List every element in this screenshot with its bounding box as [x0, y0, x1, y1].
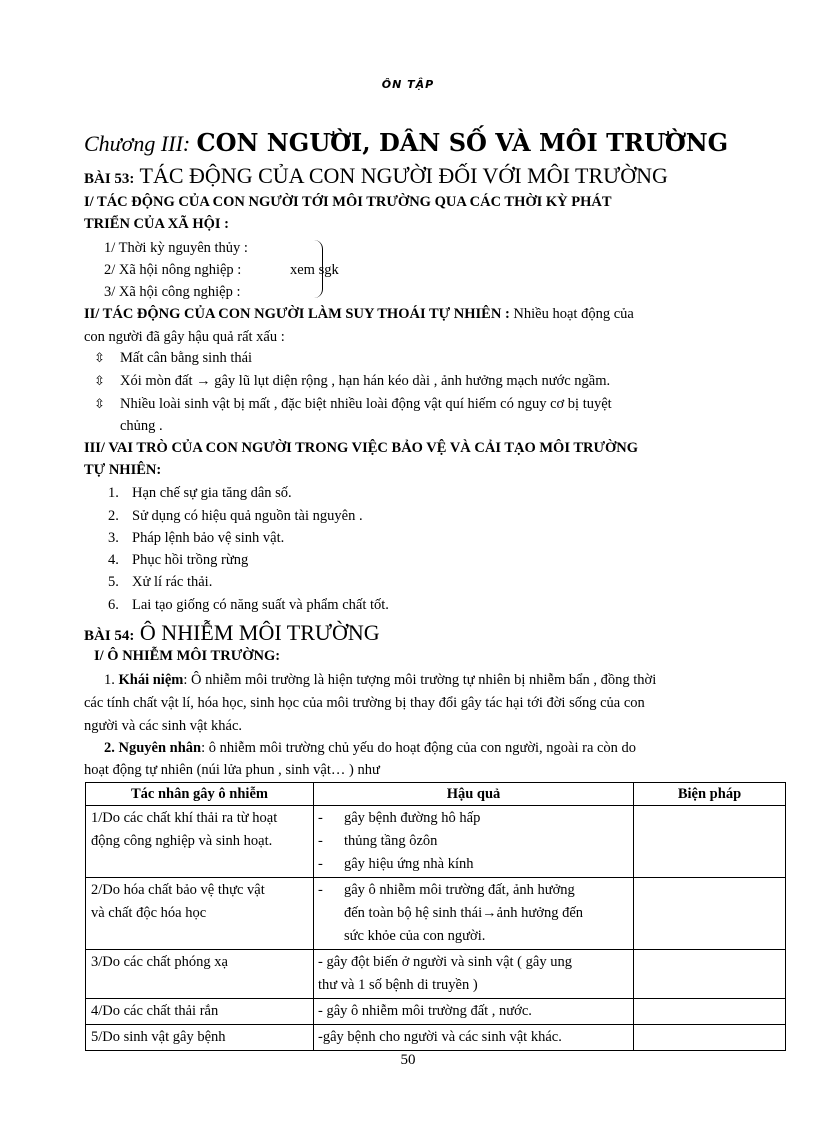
role-item: 2. Sử dụng có hiệu quả nguồn tài nguyên .: [108, 508, 363, 524]
lesson53-section1-line1: I/ TÁC ĐỘNG CỦA CON NGƯỜI TỚI MÔI TRƯỜNG QUA CÁC THỜI KỲ PHÁT: [84, 194, 612, 210]
measure-cell: [634, 999, 786, 1025]
effect-item: ⇳ Mất cân bằng sinh thái: [94, 350, 253, 366]
review-title: ÔN TẬP: [381, 78, 435, 91]
lesson53-heading: [84, 163, 668, 189]
definition-label: Khái niệm: [118, 672, 184, 688]
measure-cell: [634, 1025, 786, 1051]
column-header: Tác nhân gây ô nhiễm: [86, 783, 314, 806]
definition-line1: 1. Khái niệm: Ô nhiễm môi trường là hiện tượng môi trường tự nhiên bị nhiễm bẩn , đồng thời: [104, 672, 657, 688]
see-sgk-note: xem sgk: [290, 262, 339, 278]
chapter-label: Chương III:: [84, 131, 191, 156]
table-row: [86, 1025, 786, 1051]
lesson54-section1: I/ Ô NHIỄM MÔI TRƯỜNG:: [94, 648, 281, 664]
pollution-table: [85, 782, 786, 1051]
effect-item: ⇳ Nhiều loài sinh vật bị mất , đặc biệt nhiều loài động vật quí hiếm có nguy cơ bị tuyệt: [94, 396, 612, 412]
updown-arrow-icon: ⇳: [94, 397, 105, 412]
table-row: [86, 950, 786, 999]
lesson53-section1-line2: TRIỂN CỦA XÃ HỘI :: [84, 216, 230, 232]
role-item: 4. Phục hồi trồng rừng: [108, 552, 249, 568]
definition-line3: người và các sinh vật khác.: [84, 718, 243, 734]
agent-cell: 2/Do hóa chất bảo vệ thực vật và chất độc hóa học: [86, 878, 314, 950]
table-row: [86, 999, 786, 1025]
table-header-row: [86, 783, 786, 806]
agent-cell: 3/Do các chất phóng xạ: [86, 950, 314, 999]
lesson54-title: Ô NHIỄM MÔI TRƯỜNG: [139, 620, 380, 645]
lesson53-section2-line1: [84, 306, 634, 323]
page-number: 50: [400, 1052, 416, 1068]
lesson53-section2-heading: II/ TÁC ĐỘNG CỦA CON NGƯỜI LÀM SUY THOÁI TỰ NHIÊN :: [84, 306, 510, 322]
lesson53-section2-line2: con người đã gây hậu quả rất xấu :: [84, 329, 285, 345]
period-item: 3/ Xã hội công nghiệp :: [104, 284, 241, 300]
lesson53-title: TÁC ĐỘNG CỦA CON NGƯỜI ĐỐI VỚI MÔI TRƯỜNG: [139, 163, 668, 188]
lesson53-section3-line2: TỰ NHIÊN:: [84, 462, 162, 478]
lesson53-section2-tail: Nhiều hoạt động của: [509, 306, 634, 322]
role-item: 3. Pháp lệnh bảo vệ sinh vật.: [108, 530, 285, 546]
lesson54-heading: [84, 620, 380, 646]
column-header: Biện pháp: [634, 783, 786, 806]
effect-cell: - gây ô nhiễm môi trường đất, ảnh hưởng đến toàn bộ hệ sinh thái→ảnh hưởng đến sức khỏe của con người.: [314, 878, 634, 950]
effect-cell: - gây đột biến ở người và sinh vật ( gây ung thư và 1 số bệnh di truyền ): [314, 950, 634, 999]
period-item: 1/ Thời kỳ nguyên thủy :: [104, 240, 248, 256]
definition-line2: các tính chất vật lí, hóa học, sinh học của môi trường bị thay đổi gây tác hại tới đời sống của con: [84, 695, 645, 711]
table-row: [86, 878, 786, 950]
measure-cell: [634, 950, 786, 999]
measure-cell: [634, 878, 786, 950]
cause-line2: hoạt động tự nhiên (núi lửa phun , sinh vật… ) như: [84, 762, 380, 778]
chapter-heading: [84, 128, 728, 158]
measure-cell: [634, 806, 786, 878]
role-item: 6. Lai tạo giống có năng suất và phẩm chất tốt.: [108, 597, 389, 613]
agent-cell: 5/Do sinh vật gây bệnh: [86, 1025, 314, 1051]
effect-cell: - gây ô nhiễm môi trường đất , nước.: [314, 999, 634, 1025]
period-item: 2/ Xã hội nông nghiệp :: [104, 262, 242, 278]
effect-cell: - gây bệnh đường hô hấp - thủng tầng ôzôn - gây hiệu ứng nhà kính: [314, 806, 634, 878]
role-item: 1. Hạn chế sự gia tăng dân số.: [108, 485, 292, 501]
updown-arrow-icon: ⇳: [94, 351, 105, 366]
lesson53-section3-line1: III/ VAI TRÒ CỦA CON NGƯỜI TRONG VIỆC BẢO VỆ VÀ CẢI TẠO MÔI TRƯỜNG: [84, 440, 639, 456]
effect-cell: -gây bệnh cho người và các sinh vật khác.: [314, 1025, 634, 1051]
column-header: Hậu quả: [314, 783, 634, 806]
role-item: 5. Xử lí rác thải.: [108, 574, 213, 590]
cause-label: Nguyên nhân: [118, 740, 202, 756]
chapter-title: CON NGƯỜI, DÂN SỐ VÀ MÔI TRƯỜNG: [196, 128, 729, 157]
lesson53-label: BÀI 53:: [84, 171, 135, 187]
agent-cell: 1/Do các chất khí thải ra từ hoạt động công nghiệp và sinh hoạt.: [86, 806, 314, 878]
lesson54-label: BÀI 54:: [84, 628, 135, 644]
cause-line1: 2. Nguyên nhân: ô nhiễm môi trường chủ yếu do hoạt động của con người, ngoài ra còn do: [104, 740, 637, 756]
effect-item-continued: chủng .: [120, 418, 163, 434]
updown-arrow-icon: ⇳: [94, 374, 105, 389]
agent-cell: 4/Do các chất thải rắn: [86, 999, 314, 1025]
table-row: [86, 806, 786, 878]
effect-item: ⇳ Xói mòn đất → gây lũ lụt diện rộng , hạn hán kéo dài , ảnh hưởng mạch nước ngầm.: [94, 373, 611, 389]
